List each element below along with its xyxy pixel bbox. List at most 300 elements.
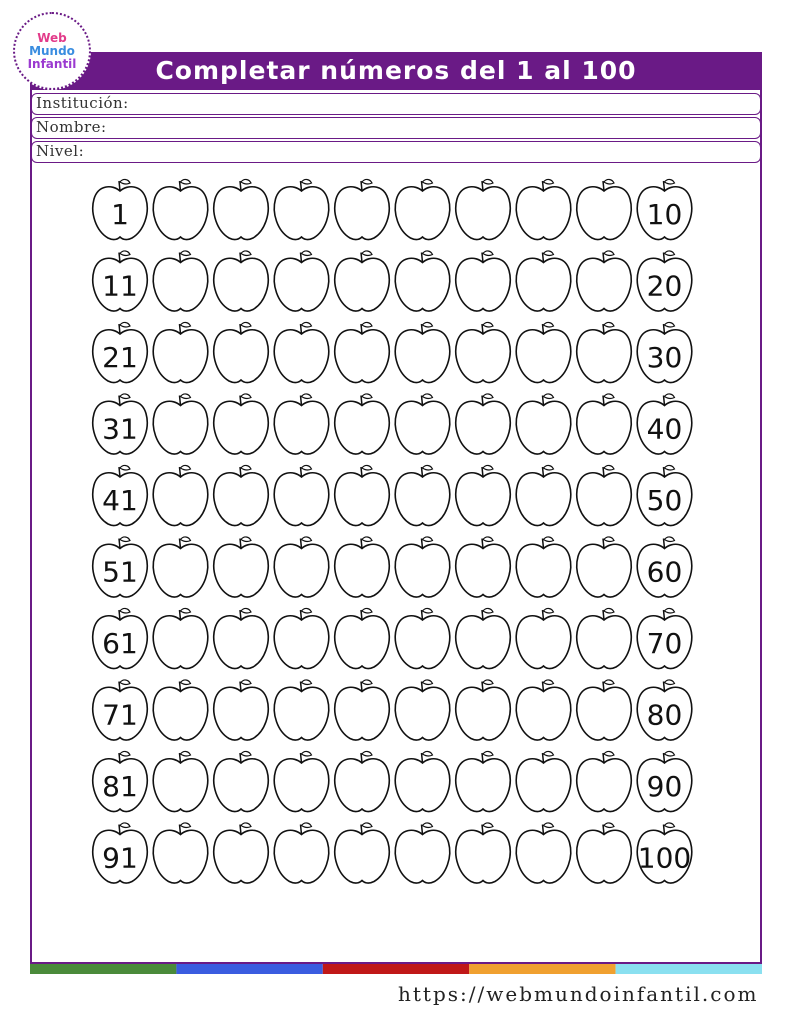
apple-leaf (604, 680, 614, 685)
apple-number: 100 (637, 841, 692, 875)
apple-outline-icon (214, 187, 268, 240)
apple-leaf (241, 394, 251, 399)
apple-leaf (423, 608, 433, 613)
apple-leaf (665, 537, 675, 542)
apple-outline-icon (274, 258, 328, 311)
apple-cell-r10-c10[interactable] (637, 823, 691, 883)
apple-leaf (483, 251, 493, 256)
apple-cell-r3-c4[interactable] (274, 322, 328, 382)
apple-number: 91 (102, 841, 138, 875)
apple-leaf (181, 608, 191, 613)
apple-leaf (544, 823, 554, 828)
apple-cell-r4-c2[interactable] (153, 394, 207, 454)
apple-leaf (120, 537, 130, 542)
apple-leaf (120, 322, 130, 327)
apple-leaf (302, 537, 312, 542)
apple-cell-r7-c9[interactable] (577, 608, 631, 668)
apple-outline-icon (335, 544, 389, 597)
apple-cell-r5-c9[interactable] (577, 465, 631, 525)
apple-leaf (665, 751, 675, 756)
apple-cell-r2-c8[interactable] (516, 251, 570, 311)
apple-cell-r5-c3[interactable] (214, 465, 268, 525)
apple-outline-icon (577, 187, 631, 240)
apple-leaf (241, 322, 251, 327)
apple-leaf (604, 537, 614, 542)
apple-cell-r6-c4[interactable] (274, 537, 328, 597)
apple-cell-r9-c2[interactable] (153, 751, 207, 811)
apple-cell-r2-c5[interactable] (335, 251, 389, 311)
apple-cell-r1-c5[interactable] (335, 179, 389, 239)
apple-leaf (665, 608, 675, 613)
apple-leaf (483, 465, 493, 470)
apple-outline-icon (456, 187, 510, 240)
apple-cell-r6-c9[interactable] (577, 537, 631, 597)
apple-leaf (362, 751, 372, 756)
apple-cell-r1-c10[interactable] (637, 179, 691, 239)
apple-cell-r10-c7[interactable] (456, 823, 510, 883)
apple-outline-icon (577, 401, 631, 454)
apple-outline-icon (456, 544, 510, 597)
apple-leaf (302, 823, 312, 828)
apple-leaf (302, 251, 312, 256)
apple-leaf (181, 465, 191, 470)
apple-cell-r1-c2[interactable] (153, 179, 207, 239)
apple-leaf (483, 608, 493, 613)
apple-cell-r8-c5[interactable] (335, 680, 389, 740)
apple-cell-r9-c1[interactable] (93, 751, 147, 811)
apple-outline-icon (214, 330, 268, 383)
apple-leaf (302, 751, 312, 756)
apple-outline-icon (274, 759, 328, 812)
apple-outline-icon (153, 544, 207, 597)
apple-outline-icon (335, 616, 389, 669)
apple-cell-r6-c10[interactable] (637, 537, 691, 597)
apple-leaf (302, 465, 312, 470)
apple-leaf (241, 537, 251, 542)
apple-outline-icon (153, 830, 207, 883)
apple-cell-r9-c5[interactable] (335, 751, 389, 811)
apple-leaf (181, 537, 191, 542)
apple-leaf (483, 680, 493, 685)
apple-leaf (544, 751, 554, 756)
apple-outline-icon (456, 330, 510, 383)
apple-leaf (665, 251, 675, 256)
apple-cell-r3-c8[interactable] (516, 322, 570, 382)
apple-outline-icon (214, 473, 268, 526)
apple-number: 11 (102, 269, 138, 303)
apple-cell-r3-c9[interactable] (577, 322, 631, 382)
apple-outline-icon (153, 187, 207, 240)
apple-number: 61 (102, 627, 138, 660)
apple-cell-r2-c3[interactable] (214, 251, 268, 311)
apple-cell-r9-c6[interactable] (395, 751, 449, 811)
apple-cell-r8-c4[interactable] (274, 680, 328, 740)
apple-outline-icon (516, 258, 570, 311)
apple-cell-r2-c9[interactable] (577, 251, 631, 311)
apple-outline-icon (577, 687, 631, 740)
apple-cell-r10-c2[interactable] (153, 823, 207, 883)
apple-cell-r4-c5[interactable] (335, 394, 389, 454)
apple-cell-r6-c8[interactable] (516, 537, 570, 597)
apple-leaf (544, 680, 554, 685)
apple-leaf (120, 608, 130, 613)
apple-cell-r3-c5[interactable] (335, 322, 389, 382)
apple-outline-icon (395, 830, 449, 883)
apple-leaf (181, 751, 191, 756)
apple-cell-r9-c9[interactable] (577, 751, 631, 811)
apple-cell-r4-c3[interactable] (214, 394, 268, 454)
apple-outline-icon (335, 830, 389, 883)
apple-cell-r4-c10[interactable] (637, 394, 691, 454)
apple-cell-r9-c7[interactable] (456, 751, 510, 811)
apple-leaf (483, 823, 493, 828)
apple-leaf (362, 179, 372, 184)
apple-cell-r3-c1[interactable] (93, 322, 147, 382)
apple-outline-icon (335, 687, 389, 740)
apple-cell-r6-c1[interactable] (93, 537, 147, 597)
apple-leaf (665, 465, 675, 470)
apple-cell-r4-c7[interactable] (456, 394, 510, 454)
apple-leaf (544, 537, 554, 542)
apple-cell-r7-c5[interactable] (335, 608, 389, 668)
apple-leaf (423, 322, 433, 327)
apple-outline-icon (577, 616, 631, 669)
apple-leaf (120, 394, 130, 399)
apple-cell-r7-c7[interactable] (456, 608, 510, 668)
apple-leaf (483, 537, 493, 542)
apple-outline-icon (516, 401, 570, 454)
color-stripe-segment-3 (323, 964, 469, 974)
apple-outline-icon (516, 759, 570, 812)
apple-outline-icon (335, 187, 389, 240)
apple-cell-r1-c9[interactable] (577, 179, 631, 239)
apple-leaf (423, 751, 433, 756)
apple-outline-icon (153, 759, 207, 812)
apple-cell-r5-c4[interactable] (274, 465, 328, 525)
apple-leaf (302, 179, 312, 184)
apple-number: 40 (646, 412, 683, 446)
apple-leaf (665, 322, 675, 327)
apple-cell-r7-c3[interactable] (214, 608, 268, 668)
apple-outline-icon (516, 616, 570, 669)
apple-leaf (483, 322, 493, 327)
apple-cell-r4-c8[interactable] (516, 394, 570, 454)
apple-leaf (362, 394, 372, 399)
apple-leaf (665, 394, 675, 399)
apple-leaf (665, 179, 675, 184)
apple-cell-r10-c1[interactable] (93, 823, 147, 883)
apple-cell-r7-c6[interactable] (395, 608, 449, 668)
nivel-field[interactable]: Nivel: (31, 141, 761, 163)
apple-outline-icon (577, 830, 631, 883)
apple-cell-r2-c2[interactable] (153, 251, 207, 311)
apple-number: 31 (102, 412, 138, 446)
apple-number: 60 (646, 555, 683, 589)
apple-cell-r5-c2[interactable] (153, 465, 207, 525)
apple-outline-icon (335, 401, 389, 454)
apple-outline-icon (335, 473, 389, 526)
apple-cell-r9-c3[interactable] (214, 751, 268, 811)
apple-leaf (423, 680, 433, 685)
apple-leaf (120, 680, 130, 685)
apple-cell-r3-c3[interactable] (214, 322, 268, 382)
apple-outline-icon (516, 330, 570, 383)
apple-cell-r4-c9[interactable] (577, 394, 631, 454)
apple-cell-r5-c1[interactable] (93, 465, 147, 525)
apple-number: 20 (646, 269, 683, 303)
apple-cell-r10-c6[interactable] (395, 823, 449, 883)
website-url[interactable]: https://webmundoinfantil.com (398, 982, 759, 1006)
apple-cell-r5-c5[interactable] (335, 465, 389, 525)
apple-outline-icon (395, 401, 449, 454)
apple-leaf (483, 751, 493, 756)
apple-leaf (544, 322, 554, 327)
apple-outline-icon (395, 258, 449, 311)
apple-leaf (181, 322, 191, 327)
apple-cell-r6-c3[interactable] (214, 537, 268, 597)
apple-leaf (423, 394, 433, 399)
apple-leaf (362, 537, 372, 542)
apple-cell-r8-c7[interactable] (456, 680, 510, 740)
apple-outline-icon (153, 473, 207, 526)
apple-leaf (362, 823, 372, 828)
apple-leaf (544, 394, 554, 399)
apple-outline-icon (214, 616, 268, 669)
apple-number: 21 (102, 341, 138, 374)
apple-cell-r8-c8[interactable] (516, 680, 570, 740)
apple-outline-icon (456, 616, 510, 669)
apple-cell-r2-c1[interactable] (93, 251, 147, 311)
apple-cell-r3-c6[interactable] (395, 322, 449, 382)
apple-leaf (181, 823, 191, 828)
apple-cell-r7-c4[interactable] (274, 608, 328, 668)
apple-leaf (604, 394, 614, 399)
apple-outline-icon (577, 258, 631, 311)
apple-outline-icon (153, 330, 207, 383)
apple-leaf (302, 608, 312, 613)
worksheet-title: Completar números del 1 al 100 (30, 52, 762, 90)
apple-leaf (241, 680, 251, 685)
apple-cell-r1-c3[interactable] (214, 179, 268, 239)
apple-cell-r5-c7[interactable] (456, 465, 510, 525)
apple-outline-icon (395, 687, 449, 740)
apple-cell-r6-c5[interactable] (335, 537, 389, 597)
apple-outline-icon (335, 759, 389, 812)
apple-leaf (604, 751, 614, 756)
apple-leaf (665, 823, 675, 828)
apple-cell-r7-c2[interactable] (153, 608, 207, 668)
apple-leaf (604, 251, 614, 256)
apple-cell-r4-c6[interactable] (395, 394, 449, 454)
apple-cell-r10-c3[interactable] (214, 823, 268, 883)
apple-cell-r2-c10[interactable] (637, 251, 691, 311)
apple-outline-icon (516, 187, 570, 240)
apple-cell-r2-c6[interactable] (395, 251, 449, 311)
apple-cell-r5-c6[interactable] (395, 465, 449, 525)
apple-outline-icon (456, 401, 510, 454)
apple-leaf (241, 251, 251, 256)
apple-number: 30 (646, 341, 683, 374)
apple-outline-icon (214, 687, 268, 740)
apple-cell-r8-c2[interactable] (153, 680, 207, 740)
apple-cell-r8-c9[interactable] (577, 680, 631, 740)
apple-cell-r9-c8[interactable] (516, 751, 570, 811)
apple-cell-r3-c7[interactable] (456, 322, 510, 382)
apple-outline-icon (516, 830, 570, 883)
apple-leaf (181, 179, 191, 184)
apple-outline-icon (395, 616, 449, 669)
apple-outline-icon (395, 759, 449, 812)
apple-outline-icon (274, 544, 328, 597)
apple-outline-icon (274, 687, 328, 740)
apple-cell-r6-c6[interactable] (395, 537, 449, 597)
apple-cell-r8-c10[interactable] (637, 680, 691, 740)
apple-leaf (544, 179, 554, 184)
apple-outline-icon (577, 473, 631, 526)
apple-leaf (120, 251, 130, 256)
apple-leaf (362, 465, 372, 470)
apple-leaf (544, 465, 554, 470)
apple-leaf (241, 179, 251, 184)
apple-outline-icon (516, 687, 570, 740)
institucion-field[interactable]: Institución: (31, 93, 761, 115)
brand-logo (13, 12, 91, 90)
apple-outline-icon (153, 258, 207, 311)
apple-outline-icon (516, 473, 570, 526)
apple-outline-icon (456, 759, 510, 812)
apple-cell-r1-c1[interactable] (93, 179, 147, 239)
apple-cell-r1-c7[interactable] (456, 179, 510, 239)
apple-number: 51 (102, 555, 138, 589)
apple-number: 41 (102, 484, 138, 517)
apple-outline-icon (456, 258, 510, 311)
apple-number: 71 (102, 698, 138, 732)
apple-leaf (362, 251, 372, 256)
apple-outline-icon (516, 544, 570, 597)
apple-number: 10 (646, 198, 683, 231)
apple-outline-icon (153, 687, 207, 740)
nombre-field[interactable]: Nombre: (31, 117, 761, 139)
apple-leaf (302, 680, 312, 685)
apple-cell-r10-c4[interactable] (274, 823, 328, 883)
apple-leaf (362, 608, 372, 613)
apple-outline-icon (274, 330, 328, 383)
apple-outline-icon (214, 830, 268, 883)
apple-outline-icon (395, 187, 449, 240)
apple-outline-icon (395, 544, 449, 597)
apple-leaf (120, 823, 130, 828)
apple-cell-r1-c6[interactable] (395, 179, 449, 239)
apple-number: 1 (111, 198, 129, 231)
apple-outline-icon (335, 258, 389, 311)
apple-leaf (423, 465, 433, 470)
apple-outline-icon (274, 830, 328, 883)
apple-leaf (423, 251, 433, 256)
apple-cell-r2-c4[interactable] (274, 251, 328, 311)
apple-outline-icon (395, 330, 449, 383)
apple-number: 80 (646, 698, 683, 732)
apple-leaf (362, 322, 372, 327)
apple-cell-r1-c4[interactable] (274, 179, 328, 239)
apple-cell-r7-c8[interactable] (516, 608, 570, 668)
apple-cell-r3-c2[interactable] (153, 322, 207, 382)
apple-leaf (302, 394, 312, 399)
apple-leaf (604, 608, 614, 613)
apple-leaf (665, 680, 675, 685)
apple-outline-icon (456, 473, 510, 526)
apple-leaf (241, 751, 251, 756)
apple-leaf (181, 394, 191, 399)
apple-leaf (544, 608, 554, 613)
apple-outline-icon (456, 830, 510, 883)
apple-cell-r1-c8[interactable] (516, 179, 570, 239)
apple-cell-r3-c10[interactable] (637, 322, 691, 382)
apple-outline-icon (577, 544, 631, 597)
apple-outline-icon (395, 473, 449, 526)
apple-cell-r9-c10[interactable] (637, 751, 691, 811)
apple-cell-r10-c5[interactable] (335, 823, 389, 883)
apple-leaf (181, 680, 191, 685)
apple-outline-icon (214, 544, 268, 597)
apple-cell-r8-c6[interactable] (395, 680, 449, 740)
apple-cell-r8-c1[interactable] (93, 680, 147, 740)
apple-number-grid (90, 175, 710, 895)
apple-leaf (483, 179, 493, 184)
apple-number: 50 (646, 484, 683, 517)
apple-cell-r6-c2[interactable] (153, 537, 207, 597)
apple-leaf (181, 251, 191, 256)
apple-cell-r8-c3[interactable] (214, 680, 268, 740)
color-stripe (30, 964, 762, 974)
logo-word-1: Web (37, 30, 67, 45)
apple-cell-r4-c1[interactable] (93, 394, 147, 454)
apple-outline-icon (274, 187, 328, 240)
apple-outline-icon (335, 330, 389, 383)
apple-leaf (604, 823, 614, 828)
apple-cell-r6-c7[interactable] (456, 537, 510, 597)
apple-leaf (362, 680, 372, 685)
apple-number: 70 (646, 627, 683, 660)
apple-cell-r5-c10[interactable] (637, 465, 691, 525)
apple-cell-r4-c4[interactable] (274, 394, 328, 454)
apple-leaf (120, 751, 130, 756)
apple-outline-icon (456, 687, 510, 740)
apple-cell-r9-c4[interactable] (274, 751, 328, 811)
apple-number: 81 (102, 770, 138, 803)
apple-cell-r2-c7[interactable] (456, 251, 510, 311)
apple-leaf (241, 823, 251, 828)
apple-outline-icon (214, 759, 268, 812)
apple-cell-r10-c9[interactable] (577, 823, 631, 883)
apple-outline-icon (214, 258, 268, 311)
apple-leaf (604, 179, 614, 184)
color-stripe-segment-5 (616, 964, 762, 974)
apple-leaf (120, 465, 130, 470)
apple-cell-r10-c8[interactable] (516, 823, 570, 883)
apple-cell-r7-c1[interactable] (93, 608, 147, 668)
color-stripe-segment-4 (469, 964, 615, 974)
apple-outline-icon (274, 473, 328, 526)
apple-cell-r5-c8[interactable] (516, 465, 570, 525)
color-stripe-segment-1 (30, 964, 176, 974)
apple-outline-icon (577, 330, 631, 383)
apple-leaf (483, 394, 493, 399)
apple-outline-icon (274, 401, 328, 454)
apple-cell-r7-c10[interactable] (637, 608, 691, 668)
apple-outline-icon (214, 401, 268, 454)
color-stripe-segment-2 (176, 964, 322, 974)
apple-outline-icon (274, 616, 328, 669)
